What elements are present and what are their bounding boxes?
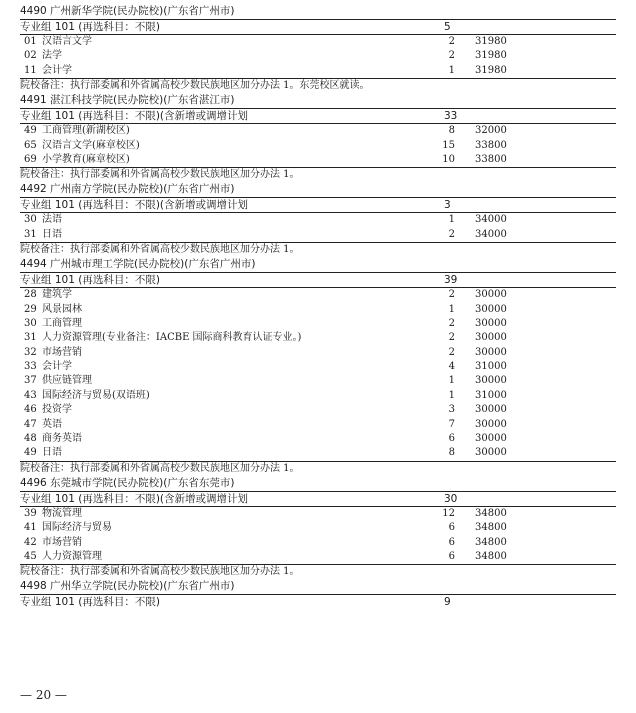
major-code: 39 bbox=[24, 507, 37, 519]
major-fee: 30000 bbox=[475, 303, 507, 315]
major-row bbox=[20, 536, 616, 550]
school-note-text: 执行部委属和外省属高校少数民族地区加分办法 1。 bbox=[70, 169, 300, 181]
major-name: 工商管理 bbox=[42, 317, 82, 329]
major-plan: 2 bbox=[448, 36, 455, 47]
major-plan: 6 bbox=[448, 536, 455, 548]
major-code: 30 bbox=[24, 214, 37, 226]
major-row bbox=[20, 403, 616, 417]
major-fee: 34800 bbox=[475, 522, 507, 534]
major-fee: 33800 bbox=[475, 153, 507, 165]
major-code: 42 bbox=[24, 536, 37, 548]
group-plan-count: 30 bbox=[444, 492, 458, 505]
major-name: 日语 bbox=[42, 228, 62, 240]
major-group-label: 专业组 101 (再选科目：不限) bbox=[20, 274, 160, 287]
major-code: 43 bbox=[24, 389, 37, 401]
major-row bbox=[20, 374, 616, 388]
major-row bbox=[20, 139, 616, 153]
major-code: 46 bbox=[24, 404, 37, 416]
major-name: 会计学 bbox=[42, 64, 72, 76]
major-code: 48 bbox=[24, 433, 37, 445]
major-row bbox=[20, 49, 616, 63]
major-code: 47 bbox=[24, 418, 37, 430]
major-fee: 30000 bbox=[475, 404, 507, 416]
major-row bbox=[20, 35, 616, 49]
major-name: 工商管理(新湖校区) bbox=[42, 125, 130, 137]
major-row bbox=[20, 317, 616, 331]
school-note bbox=[20, 167, 616, 182]
major-fee: 31000 bbox=[475, 389, 507, 401]
group-plan-count: 39 bbox=[444, 274, 458, 287]
major-plan: 6 bbox=[448, 550, 455, 562]
major-name: 会计学 bbox=[42, 361, 72, 373]
major-fee: 31980 bbox=[475, 50, 507, 62]
major-row bbox=[20, 521, 616, 535]
major-name: 汉语言文学(麻章校区) bbox=[42, 139, 140, 151]
major-plan: 2 bbox=[448, 346, 455, 358]
major-row bbox=[20, 124, 616, 138]
major-row bbox=[20, 331, 616, 345]
major-code: 33 bbox=[24, 361, 37, 373]
major-name: 风景园林 bbox=[42, 303, 82, 315]
major-name: 人力资源管理(专业备注：IACBE 国际商科教育认证专业。) bbox=[42, 332, 302, 344]
school-block bbox=[20, 579, 616, 609]
major-group-row bbox=[20, 108, 616, 124]
major-code: 49 bbox=[24, 125, 37, 137]
school-note-text: 执行部委属和外省属高校少数民族地区加分办法 1。 bbox=[70, 566, 300, 578]
major-fee: 31980 bbox=[475, 64, 507, 76]
major-code: 69 bbox=[24, 153, 37, 165]
major-name: 供应链管理 bbox=[42, 375, 92, 387]
major-plan: 15 bbox=[442, 139, 455, 151]
major-name: 物流管理 bbox=[42, 507, 82, 519]
major-fee: 33800 bbox=[475, 139, 507, 151]
major-plan: 2 bbox=[448, 50, 455, 62]
group-plan-count: 3 bbox=[444, 199, 451, 212]
major-plan: 6 bbox=[448, 433, 455, 445]
major-fee: 34800 bbox=[475, 536, 507, 548]
major-plan: 1 bbox=[448, 375, 455, 387]
major-name: 国际经济与贸易 bbox=[42, 522, 112, 534]
major-name: 小学教育(麻章校区) bbox=[42, 153, 130, 165]
major-fee: 30000 bbox=[475, 289, 507, 301]
major-fee: 32000 bbox=[475, 125, 507, 137]
major-code: 28 bbox=[24, 289, 37, 301]
major-plan: 12 bbox=[442, 507, 455, 519]
major-row bbox=[20, 550, 616, 564]
major-plan: 8 bbox=[448, 125, 455, 137]
major-plan: 2 bbox=[448, 317, 455, 329]
major-row bbox=[20, 389, 616, 403]
school-block bbox=[20, 476, 616, 580]
major-row bbox=[20, 213, 616, 227]
major-fee: 34800 bbox=[475, 507, 507, 519]
major-code: 29 bbox=[24, 303, 37, 315]
major-row bbox=[20, 153, 616, 167]
major-row bbox=[20, 346, 616, 360]
school-note-label: 院校备注： bbox=[20, 462, 70, 474]
major-name: 法语 bbox=[42, 214, 62, 226]
major-name: 投资学 bbox=[42, 404, 72, 416]
major-fee: 34800 bbox=[475, 550, 507, 562]
school-note-label: 院校备注： bbox=[20, 80, 70, 92]
major-code: 30 bbox=[24, 317, 37, 329]
major-plan: 6 bbox=[448, 522, 455, 534]
school-note-text: 执行部委属和外省属高校少数民族地区加分办法 1。东莞校区就读。 bbox=[70, 80, 370, 92]
major-plan: 8 bbox=[448, 447, 455, 459]
major-fee: 30000 bbox=[475, 346, 507, 358]
major-plan: 1 bbox=[448, 303, 455, 315]
major-plan: 3 bbox=[448, 404, 455, 416]
major-name: 商务英语 bbox=[42, 433, 82, 445]
school-note-label: 院校备注： bbox=[20, 169, 70, 181]
major-plan: 7 bbox=[448, 418, 455, 430]
major-group-label: 专业组 101 (再选科目：不限) bbox=[20, 596, 160, 609]
major-fee: 30000 bbox=[475, 375, 507, 387]
major-name: 英语 bbox=[42, 418, 62, 430]
major-group-row bbox=[20, 197, 616, 213]
major-fee: 30000 bbox=[475, 447, 507, 459]
major-code: 32 bbox=[24, 346, 37, 358]
major-fee: 31980 bbox=[475, 36, 507, 47]
major-code: 49 bbox=[24, 447, 37, 459]
major-code: 01 bbox=[24, 36, 37, 47]
school-title: 4494 广州城市理工学院(民办院校)(广东省广州市) bbox=[20, 258, 256, 271]
major-fee: 30000 bbox=[475, 332, 507, 344]
major-code: 11 bbox=[24, 64, 37, 76]
group-plan-count: 9 bbox=[444, 596, 451, 609]
major-group-row bbox=[20, 19, 616, 35]
major-name: 人力资源管理 bbox=[42, 550, 102, 562]
school-note-text: 执行部委属和外省属高校少数民族地区加分办法 1。 bbox=[70, 244, 300, 256]
major-fee: 30000 bbox=[475, 418, 507, 430]
major-code: 37 bbox=[24, 375, 37, 387]
major-code: 41 bbox=[24, 522, 37, 534]
major-plan: 2 bbox=[448, 289, 455, 301]
school-block bbox=[20, 182, 616, 257]
school-title: 4496 东莞城市学院(民办院校)(广东省东莞市) bbox=[20, 476, 235, 489]
major-plan: 1 bbox=[448, 214, 455, 226]
school-title: 4498 广州华立学院(民办院校)(广东省广州市) bbox=[20, 580, 235, 593]
major-plan: 2 bbox=[448, 228, 455, 240]
major-name: 市场营销 bbox=[42, 346, 82, 358]
school-title: 4490 广州新华学院(民办院校)(广东省广州市) bbox=[20, 5, 235, 17]
major-code: 65 bbox=[24, 139, 37, 151]
school-note bbox=[20, 564, 616, 579]
document-body bbox=[20, 4, 616, 609]
school-title: 4491 湛江科技学院(民办院校)(广东省湛江市) bbox=[20, 94, 235, 107]
major-name: 法学 bbox=[42, 50, 62, 62]
school-note-text: 执行部委属和外省属高校少数民族地区加分办法 1。 bbox=[70, 462, 300, 474]
major-name: 建筑学 bbox=[42, 289, 72, 301]
major-fee: 34000 bbox=[475, 214, 507, 226]
major-row bbox=[20, 418, 616, 432]
major-group-row bbox=[20, 594, 616, 609]
major-group-label: 专业组 101 (再选科目：不限) bbox=[20, 21, 160, 33]
school-note-label: 院校备注： bbox=[20, 244, 70, 256]
major-fee: 34000 bbox=[475, 228, 507, 240]
group-plan-count: 33 bbox=[444, 110, 458, 123]
major-code: 02 bbox=[24, 50, 37, 62]
major-name: 市场营销 bbox=[42, 536, 82, 548]
major-fee: 30000 bbox=[475, 317, 507, 329]
major-plan: 4 bbox=[448, 361, 455, 373]
school-note-label: 院校备注： bbox=[20, 566, 70, 578]
school-block bbox=[20, 4, 616, 93]
school-block bbox=[20, 257, 616, 476]
major-group-row bbox=[20, 491, 616, 507]
major-name: 国际经济与贸易(双语班) bbox=[42, 389, 150, 401]
major-plan: 1 bbox=[448, 389, 455, 401]
major-row bbox=[20, 446, 616, 460]
major-fee: 30000 bbox=[475, 433, 507, 445]
major-plan: 10 bbox=[442, 153, 455, 165]
major-name: 日语 bbox=[42, 447, 62, 459]
major-plan: 2 bbox=[448, 332, 455, 344]
major-row bbox=[20, 360, 616, 374]
major-row bbox=[20, 288, 616, 302]
major-row bbox=[20, 228, 616, 242]
major-group-row bbox=[20, 272, 616, 288]
major-row bbox=[20, 432, 616, 446]
major-fee: 31000 bbox=[475, 361, 507, 373]
major-code: 31 bbox=[24, 332, 37, 344]
major-code: 45 bbox=[24, 550, 37, 562]
major-row bbox=[20, 303, 616, 317]
major-group-label: 专业组 101 (再选科目：不限)(含新增或调增计划 bbox=[20, 110, 249, 123]
major-group-label: 专业组 101 (再选科目：不限)(含新增或调增计划 bbox=[20, 492, 249, 505]
major-row bbox=[20, 64, 616, 78]
group-plan-count: 5 bbox=[444, 21, 451, 33]
school-note bbox=[20, 78, 616, 93]
school-title: 4492 广州南方学院(民办院校)(广东省广州市) bbox=[20, 183, 235, 196]
major-row bbox=[20, 507, 616, 521]
page-number: — 20 — bbox=[20, 688, 67, 702]
major-plan: 1 bbox=[448, 64, 455, 76]
major-code: 31 bbox=[24, 228, 37, 240]
major-name: 汉语言文学 bbox=[42, 36, 92, 47]
major-group-label: 专业组 101 (再选科目：不限)(含新增或调增计划 bbox=[20, 199, 249, 212]
school-block bbox=[20, 93, 616, 182]
school-note bbox=[20, 242, 616, 257]
school-note bbox=[20, 461, 616, 476]
